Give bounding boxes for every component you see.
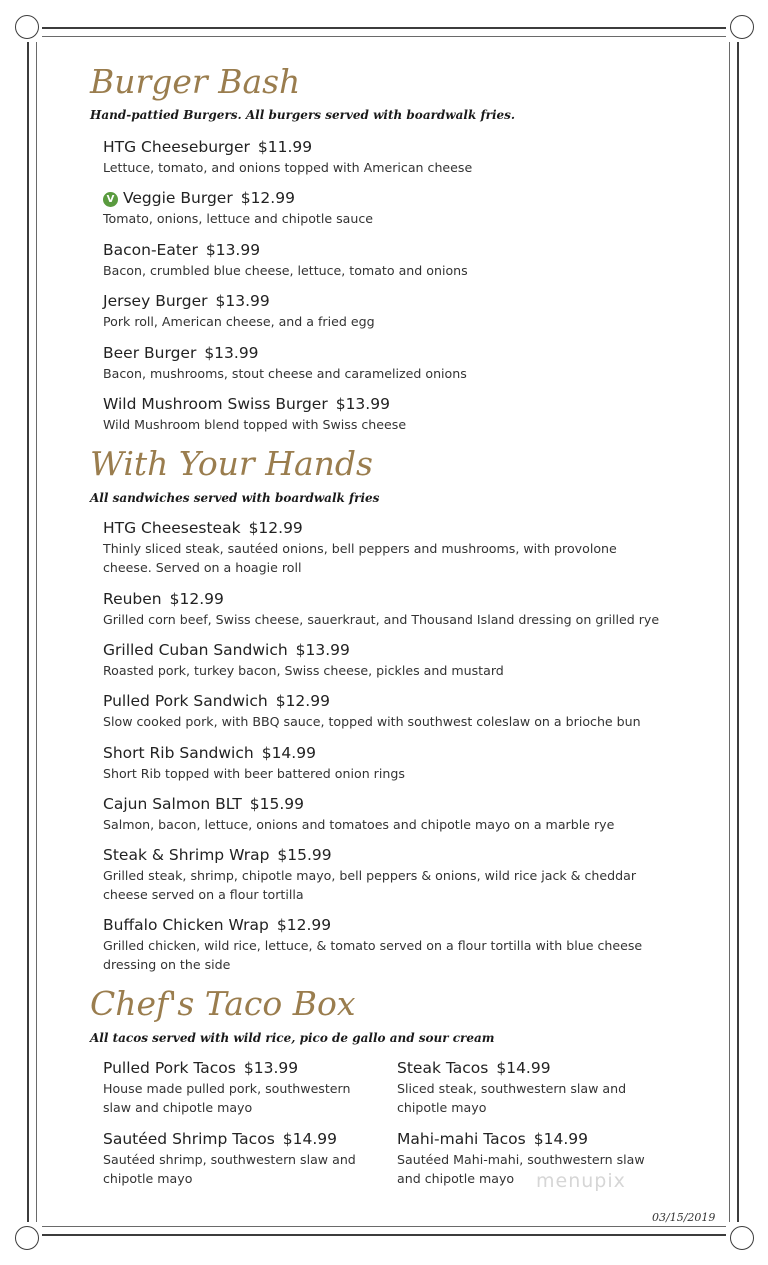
item-description: Grilled chicken, wild rice, lettuce, & tomato served on a flour tortilla with blue cheese dressing on the side [103,938,643,972]
frame-corner-ornament [26,26,42,42]
item-name: Mahi-mahi Tacos [397,1130,526,1148]
item-name: Pulled Pork Sandwich [103,692,268,710]
menu-item [397,1058,667,1117]
item-price: $12.99 [169,590,224,608]
menu-item [103,240,673,280]
item-price: $12.99 [276,916,332,934]
menu-item [103,518,673,577]
item-description: Short Rib topped with beer battered onion rings [103,766,405,781]
menu-item [103,743,673,783]
item-description: Grilled corn beef, Swiss cheese, sauerkraut, and Thousand Island dressing on grilled rye [103,612,660,627]
item-price: $12.99 [275,692,330,710]
menu-item [103,794,673,834]
item-name: Bacon-Eater [103,241,198,259]
item-price: $14.99 [282,1130,338,1148]
item-price: $13.99 [243,1059,299,1077]
item-description: Sliced steak, southwestern slaw and chipotle mayo [397,1081,627,1115]
item-price: $13.99 [295,641,350,659]
item-price: $14.99 [533,1130,588,1148]
menu-date: 03/15/2019 [652,1211,716,1224]
vegetarian-icon: V [103,192,118,207]
item-name: Grilled Cuban Sandwich [103,641,288,659]
item-description: Sautéed Mahi-mahi, southwestern slaw and chipotle mayo [397,1152,645,1186]
section-title-chefs-taco-box: Chef's Taco Box [90,984,356,1023]
item-description: Pork roll, American cheese, and a fried egg [103,314,375,329]
menu-item [103,394,673,434]
frame-corner-ornament [26,1222,42,1238]
item-description: House made pulled pork, southwestern slaw and chipotle mayo [103,1081,351,1115]
item-name: Veggie Burger [123,189,233,207]
menu-item [103,1129,373,1188]
item-name: Jersey Burger [103,292,208,310]
item-name: Sautéed Shrimp Tacos [103,1130,275,1148]
section-title-burger-bash: Burger Bash [90,62,301,101]
item-description: Slow cooked pork, with BBQ sauce, topped with southwest coleslaw on a brioche bun [103,714,641,729]
menu-item [103,915,673,974]
item-name: HTG Cheeseburger [103,138,250,156]
section-title-with-your-hands: With Your Hands [90,444,373,483]
item-description: Roasted pork, turkey bacon, Swiss cheese, pickles and mustard [103,663,504,678]
menu-item [103,137,673,177]
item-price: $14.99 [496,1059,551,1077]
frame-corner-ornament [726,1222,742,1238]
item-name: Beer Burger [103,344,197,362]
item-price: $13.99 [205,241,261,259]
item-price: $11.99 [257,138,313,156]
item-description: Bacon, crumbled blue cheese, lettuce, tomato and onions [103,263,468,278]
item-description: Grilled steak, shrimp, chipotle mayo, bell peppers & onions, wild rice jack & cheddar cheese served on a flour tortilla [103,868,637,902]
item-price: $13.99 [335,395,390,413]
item-description: Tomato, onions, lettuce and chipotle sauce [103,211,374,226]
menu-item [103,343,673,383]
item-price: $15.99 [277,846,332,864]
item-description: Sautéed shrimp, southwestern slaw and chipotle mayo [103,1152,356,1186]
item-description: Salmon, bacon, lettuce, onions and tomatoes and chipotle mayo on a marble rye [103,817,615,832]
item-price: $13.99 [215,292,270,310]
item-name: Steak Tacos [397,1059,489,1077]
item-name: Wild Mushroom Swiss Burger [103,395,328,413]
menu-item [103,845,673,904]
section-subtitle-chefs-taco-box: All tacos served with wild rice, pico de gallo and sour cream [90,1031,495,1045]
menu-item [103,188,673,228]
item-name: HTG Cheesesteak [103,519,241,537]
item-description: Thinly sliced steak, sautéed onions, bell peppers and mushrooms, with provolone cheese. Served on a hoagie roll [103,541,617,575]
item-name: Reuben [103,590,162,608]
item-name: Pulled Pork Tacos [103,1059,236,1077]
item-description: Bacon, mushrooms, stout cheese and caramelized onions [103,366,467,381]
item-name: Cajun Salmon BLT [103,795,242,813]
menu-item [103,640,673,680]
section-subtitle-burger-bash: Hand-pattied Burgers. All burgers served with boardwalk fries. [90,108,516,122]
menu-item [103,291,673,331]
item-price: $13.99 [204,344,259,362]
frame-corner-ornament [726,26,742,42]
item-description: Lettuce, tomato, and onions topped with American cheese [103,160,473,175]
menu-item [103,589,673,629]
section-subtitle-with-your-hands: All sandwiches served with boardwalk fries [90,491,380,505]
item-price: $15.99 [249,795,305,813]
item-name: Buffalo Chicken Wrap [103,916,269,934]
item-description: Wild Mushroom blend topped with Swiss cheese [103,417,407,432]
menu-item [397,1129,667,1188]
item-name: Steak & Shrimp Wrap [103,846,270,864]
menu-item [103,1058,373,1117]
item-name: Short Rib Sandwich [103,744,254,762]
watermark: menupix [536,1170,626,1192]
item-price: $12.99 [240,189,295,207]
item-price: $12.99 [248,519,303,537]
item-price: $14.99 [261,744,316,762]
menu-item [103,691,673,731]
